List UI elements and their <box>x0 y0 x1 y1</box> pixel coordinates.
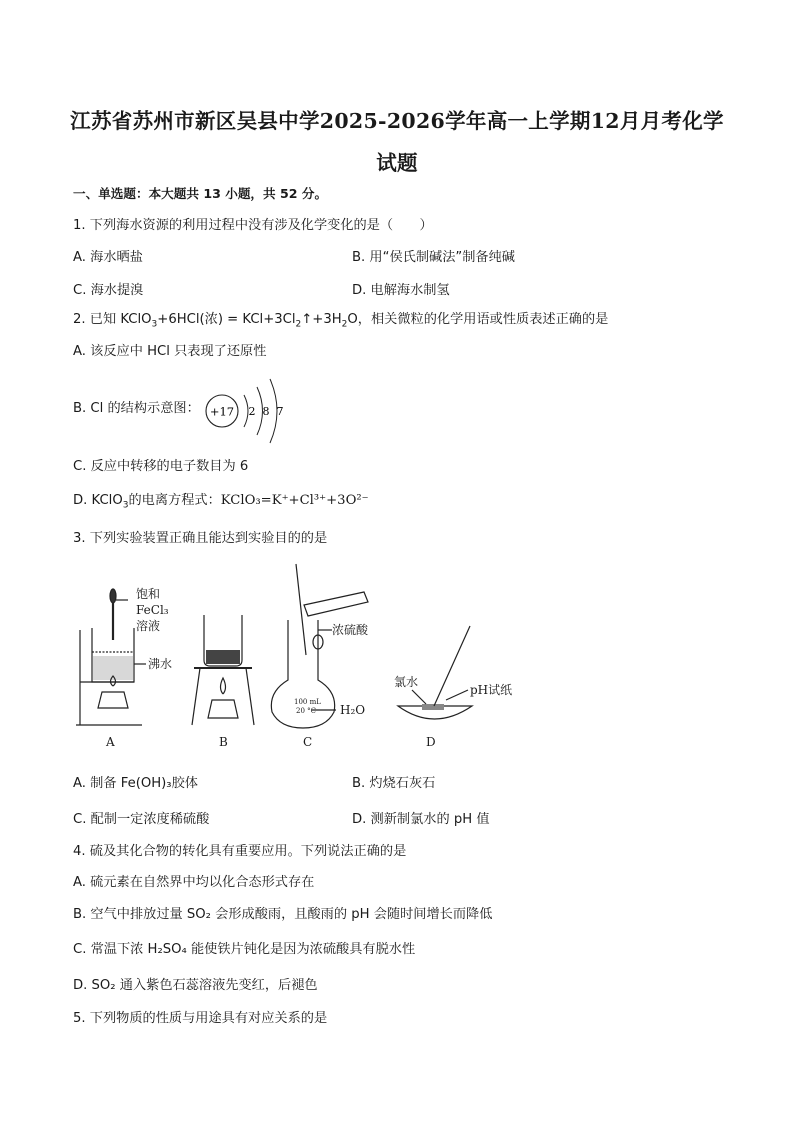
q2-option-d <box>73 492 369 515</box>
b-tripod-leg-right <box>246 668 254 725</box>
q3-stem: 3. 下列实验装置正确且能达到实验目的的是 <box>73 531 328 546</box>
q2-option-b: B. Cl 的结构示意图： <box>73 401 200 416</box>
q2-d-sub: 3 <box>122 500 129 511</box>
section-heading: 一、单选题：本大题共 13 小题，共 52 分。 <box>73 186 328 201</box>
q4-option-b: B. 空气中排放过量 SO₂ 会形成酸雨，且酸雨的 pH 会随时间增长而降低 <box>73 907 493 922</box>
q2-option-c: C. 反应中转移的电子数目为 6 <box>73 459 249 474</box>
label-a: A <box>106 735 115 749</box>
shell-electrons-2: 8 <box>262 405 270 418</box>
q4-stem: 4. 硫及其化合物的转化具有重要应用。下列说法正确的是 <box>73 844 407 859</box>
q2-stem <box>73 311 608 334</box>
q3-option-a: A. 制备 Fe(OH)₃胶体 <box>73 776 198 791</box>
d-glass-rod <box>434 626 470 706</box>
q1-stem: 1. 下列海水资源的利用过程中没有涉及化学变化的是（ ） <box>73 218 433 233</box>
q5-stem: 5. 下列物质的性质与用途具有对应关系的是 <box>73 1011 328 1026</box>
a-label-reagent1: 饱和 <box>136 587 161 601</box>
q3-option-b: B. 灼烧石灰石 <box>352 776 436 791</box>
label-b: B <box>219 735 228 749</box>
q3-option-d: D. 测新制氯水的 pH 值 <box>352 812 490 827</box>
q2-stem-part1: 2. 已知 KClO <box>73 312 152 327</box>
a-burner <box>98 692 128 708</box>
q2-sub-2b: 2 <box>341 319 348 330</box>
c-label-acid: 浓硫酸 <box>332 623 369 637</box>
nucleus-charge: +17 <box>209 404 235 419</box>
c-label-flask2: 20 °C <box>296 707 316 715</box>
q1-option-b: B. 用“侯氏制碱法”制备纯碱 <box>352 250 515 265</box>
q2-sub-3a: 3 <box>151 319 158 330</box>
q4-option-c: C. 常温下浓 H₂SO₄ 能使铁片钝化是因为浓硫酸具有脱水性 <box>73 942 416 957</box>
page-title-line1: 江苏省苏州市新区吴县中学2025-2026学年高一上学期12月月考化学 <box>70 109 724 133</box>
q2-stem-part4: O，相关微粒的化学用语或性质表述正确的是 <box>347 312 609 327</box>
apparatus-b <box>192 615 254 725</box>
d-ph-pointer <box>446 690 468 700</box>
c-label-flask1: 100 mL <box>294 698 321 706</box>
c-cylinder <box>304 592 368 616</box>
a-label-reagent2: FeCl₃ <box>136 603 169 617</box>
d-ph-paper <box>422 704 444 710</box>
label-d: D <box>426 735 436 749</box>
c-glass-rod <box>296 564 306 655</box>
q1-option-a: A. 海水晒盐 <box>73 250 143 265</box>
q2-d-part1: D. KClO <box>73 493 123 508</box>
q1-option-d: D. 电解海水制氢 <box>352 283 450 298</box>
q2-stem-part2: +6HCl(浓) = KCl+3Cl <box>157 312 296 327</box>
b-solid <box>206 650 240 664</box>
b-burner <box>208 700 238 718</box>
label-c: C <box>303 735 313 749</box>
d-chlorine-pointer <box>412 690 426 704</box>
q4-option-d: D. SO₂ 通入紫色石蕊溶液先变红，后褪色 <box>73 978 318 993</box>
apparatus-d <box>398 626 472 719</box>
q2-stem-part3: ↑+3H <box>301 312 342 327</box>
c-label-water: H₂O <box>340 703 366 717</box>
q3-option-c: C. 配制一定浓度稀硫酸 <box>73 812 210 827</box>
d-label-ph: pH试纸 <box>470 683 513 697</box>
a-label-reagent3: 溶液 <box>136 619 161 633</box>
b-tripod-leg-left <box>192 668 200 725</box>
q2-d-formula: KClO₃=K⁺+Cl³⁺+3O²⁻ <box>220 493 369 508</box>
q1-option-c: C. 海水提溴 <box>73 283 144 298</box>
shell-electrons-3: 7 <box>276 405 284 418</box>
chlorine-atom-structure-diagram <box>200 377 300 447</box>
a-dropper-bulb <box>110 589 116 603</box>
q4-option-a: A. 硫元素在自然界中均以化合态形式存在 <box>73 875 315 890</box>
page-title-line2: 试题 <box>376 151 418 175</box>
shell-arc-1 <box>244 395 248 427</box>
q2-d-part2: 的电离方程式： <box>128 493 221 508</box>
shell-electrons-1: 2 <box>248 405 256 418</box>
d-label-chlorine: 氯水 <box>394 675 419 689</box>
b-flame <box>221 678 226 694</box>
q2-sub-2: 2 <box>295 319 302 330</box>
q2-option-a: A. 该反应中 HCl 只表现了还原性 <box>73 344 267 359</box>
a-label-boil: 沸水 <box>148 657 173 671</box>
experiment-apparatus-figure <box>72 560 532 755</box>
